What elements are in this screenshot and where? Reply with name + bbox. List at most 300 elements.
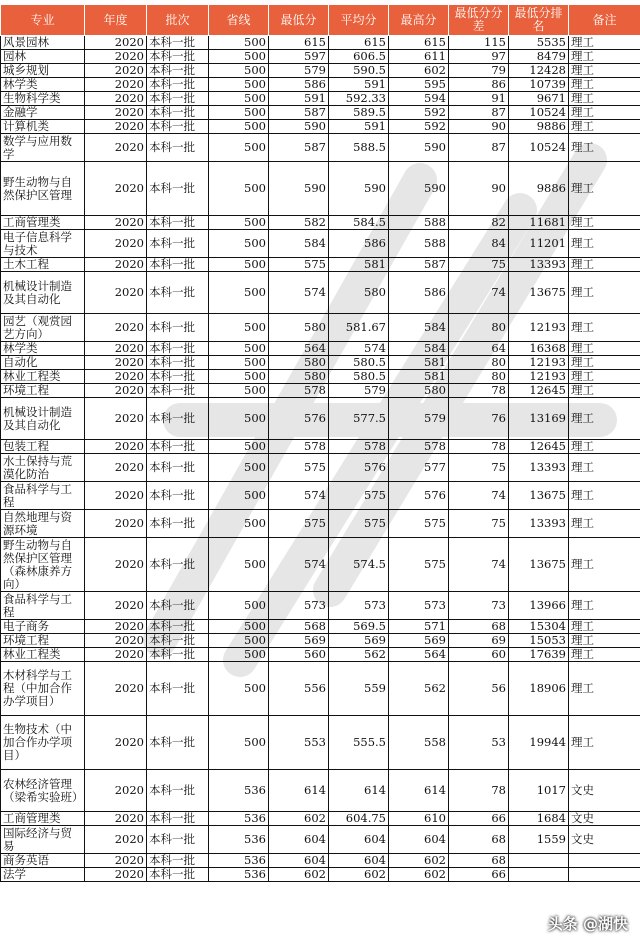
cell-min-diff: 79	[449, 64, 509, 78]
cell-year: 2020	[85, 384, 147, 398]
cell-batch: 本科一批	[147, 620, 209, 634]
cell-min-score: 602	[269, 868, 329, 882]
header-min-score: 最低分	[269, 5, 329, 36]
cell-min-score: 569	[269, 634, 329, 648]
cell-year: 2020	[85, 50, 147, 64]
cell-min-diff: 75	[449, 510, 509, 538]
table-row	[1, 510, 640, 538]
cell-avg-score: 574	[329, 342, 389, 356]
cell-batch: 本科一批	[147, 510, 209, 538]
admission-score-table	[0, 4, 640, 882]
cell-min-diff: 80	[449, 356, 509, 370]
cell-min-diff: 75	[449, 454, 509, 482]
cell-province-line: 500	[209, 648, 269, 662]
cell-province-line: 500	[209, 398, 269, 440]
cell-max-score: 592	[389, 120, 449, 134]
cell-province-line: 500	[209, 662, 269, 716]
cell-min-rank: 13169	[509, 398, 569, 440]
cell-min-score: 578	[269, 440, 329, 454]
table-row	[1, 826, 640, 854]
cell-min-rank: 13675	[509, 272, 569, 314]
cell-note: 理工	[569, 230, 640, 258]
cell-avg-score: 575	[329, 510, 389, 538]
cell-min-diff: 87	[449, 106, 509, 120]
cell-year: 2020	[85, 314, 147, 342]
cell-batch: 本科一批	[147, 342, 209, 356]
cell-major: 土木工程	[1, 258, 85, 272]
cell-note: 理工	[569, 648, 640, 662]
cell-batch: 本科一批	[147, 314, 209, 342]
cell-min-diff: 91	[449, 92, 509, 106]
cell-province-line: 500	[209, 538, 269, 592]
cell-max-score: 575	[389, 510, 449, 538]
table-row	[1, 854, 640, 868]
cell-major: 食品科学与工程	[1, 592, 85, 620]
header-min-rank: 最低分排名	[509, 5, 569, 36]
cell-province-line: 500	[209, 342, 269, 356]
cell-avg-score: 614	[329, 770, 389, 812]
cell-min-diff: 78	[449, 440, 509, 454]
cell-max-score: 564	[389, 648, 449, 662]
cell-min-rank	[509, 868, 569, 882]
cell-batch: 本科一批	[147, 826, 209, 854]
cell-batch: 本科一批	[147, 384, 209, 398]
cell-note	[569, 868, 640, 882]
cell-min-diff: 64	[449, 342, 509, 356]
cell-note	[569, 854, 640, 868]
cell-max-score: 573	[389, 592, 449, 620]
cell-major: 自然地理与资源环境	[1, 510, 85, 538]
cell-major: 园艺（观赏园艺方向）	[1, 314, 85, 342]
cell-min-score: 580	[269, 314, 329, 342]
cell-major: 环境工程	[1, 384, 85, 398]
cell-note: 理工	[569, 620, 640, 634]
table-row	[1, 770, 640, 812]
cell-avg-score: 584.5	[329, 216, 389, 230]
cell-min-rank: 13675	[509, 482, 569, 510]
cell-batch: 本科一批	[147, 440, 209, 454]
cell-year: 2020	[85, 770, 147, 812]
cell-note: 理工	[569, 454, 640, 482]
table-row	[1, 454, 640, 482]
cell-major: 机械设计制造及其自动化	[1, 272, 85, 314]
cell-province-line: 500	[209, 272, 269, 314]
cell-max-score: 604	[389, 826, 449, 854]
cell-year: 2020	[85, 92, 147, 106]
cell-province-line: 500	[209, 106, 269, 120]
cell-major: 机械设计制造及其自动化	[1, 398, 85, 440]
cell-major: 国际经济与贸易	[1, 826, 85, 854]
cell-max-score: 611	[389, 50, 449, 64]
cell-min-rank: 13393	[509, 454, 569, 482]
header-major: 专业	[1, 5, 85, 36]
cell-province-line: 500	[209, 64, 269, 78]
cell-min-score: 564	[269, 342, 329, 356]
cell-note: 理工	[569, 384, 640, 398]
table-row	[1, 230, 640, 258]
cell-major: 金融学	[1, 106, 85, 120]
cell-note: 理工	[569, 216, 640, 230]
cell-avg-score: 555.5	[329, 716, 389, 770]
cell-note: 理工	[569, 538, 640, 592]
cell-max-score: 588	[389, 230, 449, 258]
cell-min-diff: 53	[449, 716, 509, 770]
table-row	[1, 36, 640, 50]
cell-province-line: 500	[209, 36, 269, 50]
cell-year: 2020	[85, 716, 147, 770]
cell-province-line: 500	[209, 620, 269, 634]
cell-province-line: 500	[209, 216, 269, 230]
cell-major: 计算机类	[1, 120, 85, 134]
cell-min-rank: 16368	[509, 342, 569, 356]
cell-year: 2020	[85, 538, 147, 592]
cell-max-score: 558	[389, 716, 449, 770]
cell-min-rank: 15304	[509, 620, 569, 634]
cell-major: 园林	[1, 50, 85, 64]
table-row	[1, 620, 640, 634]
table-row	[1, 370, 640, 384]
brand-watermark: 头条 @湖快	[547, 915, 628, 933]
cell-year: 2020	[85, 120, 147, 134]
cell-note: 理工	[569, 36, 640, 50]
cell-province-line: 536	[209, 812, 269, 826]
cell-avg-score: 602	[329, 868, 389, 882]
cell-max-score: 586	[389, 272, 449, 314]
table-row	[1, 538, 640, 592]
cell-min-diff: 75	[449, 258, 509, 272]
cell-min-score: 604	[269, 826, 329, 854]
cell-avg-score: 591	[329, 78, 389, 92]
cell-min-score: 560	[269, 648, 329, 662]
cell-min-diff: 73	[449, 592, 509, 620]
cell-min-rank: 11681	[509, 216, 569, 230]
cell-year: 2020	[85, 106, 147, 120]
cell-min-rank: 1559	[509, 826, 569, 854]
cell-note: 理工	[569, 162, 640, 216]
cell-major: 林业工程类	[1, 648, 85, 662]
cell-province-line: 500	[209, 356, 269, 370]
cell-province-line: 500	[209, 230, 269, 258]
cell-min-score: 591	[269, 92, 329, 106]
cell-avg-score: 562	[329, 648, 389, 662]
header-batch: 批次	[147, 5, 209, 36]
table-row	[1, 356, 640, 370]
cell-min-diff: 86	[449, 78, 509, 92]
cell-major: 商务英语	[1, 854, 85, 868]
cell-year: 2020	[85, 620, 147, 634]
header-year: 年度	[85, 5, 147, 36]
cell-province-line: 500	[209, 370, 269, 384]
cell-batch: 本科一批	[147, 162, 209, 216]
cell-batch: 本科一批	[147, 634, 209, 648]
cell-batch: 本科一批	[147, 592, 209, 620]
cell-batch: 本科一批	[147, 868, 209, 882]
cell-year: 2020	[85, 78, 147, 92]
cell-max-score: 587	[389, 258, 449, 272]
cell-major: 林学类	[1, 342, 85, 356]
cell-min-rank: 9671	[509, 92, 569, 106]
cell-batch: 本科一批	[147, 92, 209, 106]
cell-max-score: 602	[389, 64, 449, 78]
cell-min-rank: 13393	[509, 258, 569, 272]
cell-min-score: 590	[269, 120, 329, 134]
cell-min-diff: 68	[449, 620, 509, 634]
cell-province-line: 500	[209, 510, 269, 538]
cell-major: 食品科学与工程	[1, 482, 85, 510]
cell-max-score: 571	[389, 620, 449, 634]
cell-province-line: 500	[209, 314, 269, 342]
cell-note: 理工	[569, 272, 640, 314]
cell-major: 城乡规划	[1, 64, 85, 78]
cell-min-score: 574	[269, 538, 329, 592]
cell-min-rank: 18906	[509, 662, 569, 716]
cell-min-score: 602	[269, 812, 329, 826]
cell-max-score: 590	[389, 162, 449, 216]
cell-min-score: 587	[269, 106, 329, 120]
cell-major: 电子商务	[1, 620, 85, 634]
table-row	[1, 78, 640, 92]
cell-note: 理工	[569, 314, 640, 342]
cell-batch: 本科一批	[147, 482, 209, 510]
cell-min-rank: 5535	[509, 36, 569, 50]
cell-batch: 本科一批	[147, 662, 209, 716]
cell-province-line: 500	[209, 134, 269, 162]
cell-max-score: 581	[389, 370, 449, 384]
cell-min-diff: 90	[449, 120, 509, 134]
cell-batch: 本科一批	[147, 356, 209, 370]
cell-min-diff: 74	[449, 482, 509, 510]
table-row	[1, 162, 640, 216]
table-row	[1, 64, 640, 78]
table-row	[1, 812, 640, 826]
cell-batch: 本科一批	[147, 370, 209, 384]
cell-year: 2020	[85, 592, 147, 620]
cell-year: 2020	[85, 398, 147, 440]
cell-max-score: 584	[389, 342, 449, 356]
cell-avg-score: 615	[329, 36, 389, 50]
cell-year: 2020	[85, 868, 147, 882]
cell-year: 2020	[85, 36, 147, 50]
cell-note: 理工	[569, 440, 640, 454]
cell-avg-score: 580.5	[329, 370, 389, 384]
cell-note: 理工	[569, 64, 640, 78]
cell-avg-score: 580	[329, 272, 389, 314]
cell-avg-score: 581	[329, 258, 389, 272]
cell-year: 2020	[85, 662, 147, 716]
table-row	[1, 384, 640, 398]
cell-year: 2020	[85, 454, 147, 482]
cell-batch: 本科一批	[147, 216, 209, 230]
cell-note: 理工	[569, 106, 640, 120]
cell-year: 2020	[85, 370, 147, 384]
header-min-diff: 最低分分差	[449, 5, 509, 36]
cell-min-diff: 66	[449, 812, 509, 826]
cell-min-score: 615	[269, 36, 329, 50]
cell-max-score: 580	[389, 384, 449, 398]
cell-major: 林业工程类	[1, 370, 85, 384]
cell-year: 2020	[85, 216, 147, 230]
table-row	[1, 482, 640, 510]
cell-province-line: 500	[209, 120, 269, 134]
cell-province-line: 500	[209, 384, 269, 398]
cell-batch: 本科一批	[147, 398, 209, 440]
cell-min-rank: 12428	[509, 64, 569, 78]
cell-min-score: 556	[269, 662, 329, 716]
cell-province-line: 500	[209, 716, 269, 770]
cell-max-score: 581	[389, 356, 449, 370]
cell-major: 林学类	[1, 78, 85, 92]
cell-province-line: 536	[209, 826, 269, 854]
cell-avg-score: 592.33	[329, 92, 389, 106]
table-row	[1, 342, 640, 356]
cell-min-diff: 74	[449, 272, 509, 314]
cell-year: 2020	[85, 826, 147, 854]
cell-major: 数学与应用数学	[1, 134, 85, 162]
cell-major: 风景园林	[1, 36, 85, 50]
cell-min-rank: 11201	[509, 230, 569, 258]
cell-year: 2020	[85, 356, 147, 370]
cell-min-diff: 69	[449, 634, 509, 648]
cell-major: 环境工程	[1, 634, 85, 648]
cell-max-score: 569	[389, 634, 449, 648]
cell-min-diff: 78	[449, 770, 509, 812]
cell-max-score: 592	[389, 106, 449, 120]
cell-avg-score: 579	[329, 384, 389, 398]
cell-min-score: 575	[269, 510, 329, 538]
table-row	[1, 258, 640, 272]
cell-avg-score: 575	[329, 482, 389, 510]
cell-note: 理工	[569, 50, 640, 64]
cell-batch: 本科一批	[147, 134, 209, 162]
cell-min-diff: 56	[449, 662, 509, 716]
cell-year: 2020	[85, 162, 147, 216]
cell-year: 2020	[85, 342, 147, 356]
cell-min-score: 573	[269, 592, 329, 620]
cell-min-rank	[509, 854, 569, 868]
cell-major: 工商管理类	[1, 216, 85, 230]
cell-note: 理工	[569, 120, 640, 134]
table-row	[1, 120, 640, 134]
cell-batch: 本科一批	[147, 230, 209, 258]
cell-min-score: 614	[269, 770, 329, 812]
cell-min-diff: 80	[449, 370, 509, 384]
cell-max-score: 614	[389, 770, 449, 812]
cell-year: 2020	[85, 134, 147, 162]
cell-min-diff: 84	[449, 230, 509, 258]
cell-max-score: 577	[389, 454, 449, 482]
cell-batch: 本科一批	[147, 64, 209, 78]
table-row	[1, 272, 640, 314]
cell-min-score: 586	[269, 78, 329, 92]
cell-batch: 本科一批	[147, 454, 209, 482]
cell-min-score: 553	[269, 716, 329, 770]
cell-batch: 本科一批	[147, 716, 209, 770]
cell-max-score: 575	[389, 538, 449, 592]
cell-major: 自动化	[1, 356, 85, 370]
cell-min-score: 597	[269, 50, 329, 64]
cell-min-diff: 97	[449, 50, 509, 64]
table-row	[1, 868, 640, 882]
cell-avg-score: 591	[329, 120, 389, 134]
cell-avg-score: 606.5	[329, 50, 389, 64]
cell-avg-score: 574.5	[329, 538, 389, 592]
table-row	[1, 662, 640, 716]
cell-province-line: 500	[209, 440, 269, 454]
cell-min-diff: 68	[449, 826, 509, 854]
header-max-score: 最高分	[389, 5, 449, 36]
cell-min-diff: 87	[449, 134, 509, 162]
cell-min-diff: 66	[449, 868, 509, 882]
table-row	[1, 440, 640, 454]
cell-major: 野生动物与自然保护区管理（森林康养方向）	[1, 538, 85, 592]
cell-note: 理工	[569, 398, 640, 440]
cell-major: 包装工程	[1, 440, 85, 454]
cell-min-rank: 15053	[509, 634, 569, 648]
cell-avg-score: 580.5	[329, 356, 389, 370]
cell-min-rank: 9886	[509, 162, 569, 216]
cell-avg-score: 578	[329, 440, 389, 454]
cell-min-score: 574	[269, 482, 329, 510]
cell-avg-score: 573	[329, 592, 389, 620]
cell-batch: 本科一批	[147, 538, 209, 592]
cell-min-rank: 12645	[509, 440, 569, 454]
cell-year: 2020	[85, 440, 147, 454]
cell-major: 电子信息科学与技术	[1, 230, 85, 258]
table-row	[1, 634, 640, 648]
cell-min-diff: 60	[449, 648, 509, 662]
cell-max-score: 602	[389, 868, 449, 882]
cell-batch: 本科一批	[147, 272, 209, 314]
table-row	[1, 106, 640, 120]
cell-min-score: 580	[269, 356, 329, 370]
cell-major: 水土保持与荒漠化防治	[1, 454, 85, 482]
header-note: 备注	[569, 5, 640, 36]
table-row	[1, 50, 640, 64]
cell-min-diff: 68	[449, 854, 509, 868]
cell-year: 2020	[85, 510, 147, 538]
cell-min-rank: 12193	[509, 314, 569, 342]
cell-major: 野生动物与自然保护区管理	[1, 162, 85, 216]
cell-note: 理工	[569, 78, 640, 92]
cell-max-score: 584	[389, 314, 449, 342]
cell-major: 法学	[1, 868, 85, 882]
cell-year: 2020	[85, 230, 147, 258]
cell-min-rank: 1684	[509, 812, 569, 826]
cell-batch: 本科一批	[147, 78, 209, 92]
cell-min-diff: 82	[449, 216, 509, 230]
cell-max-score: 562	[389, 662, 449, 716]
cell-avg-score: 604	[329, 854, 389, 868]
cell-note: 理工	[569, 662, 640, 716]
cell-batch: 本科一批	[147, 812, 209, 826]
cell-note: 理工	[569, 370, 640, 384]
cell-min-diff: 80	[449, 314, 509, 342]
cell-note: 文史	[569, 770, 640, 812]
cell-year: 2020	[85, 64, 147, 78]
cell-min-diff: 115	[449, 36, 509, 50]
cell-min-rank: 13966	[509, 592, 569, 620]
cell-min-rank: 10739	[509, 78, 569, 92]
cell-min-score: 579	[269, 64, 329, 78]
cell-min-rank: 12193	[509, 370, 569, 384]
cell-note: 理工	[569, 92, 640, 106]
table-row	[1, 216, 640, 230]
cell-major: 工商管理类	[1, 812, 85, 826]
cell-min-score: 604	[269, 854, 329, 868]
cell-min-score: 575	[269, 258, 329, 272]
cell-avg-score: 589.5	[329, 106, 389, 120]
table-row	[1, 592, 640, 620]
